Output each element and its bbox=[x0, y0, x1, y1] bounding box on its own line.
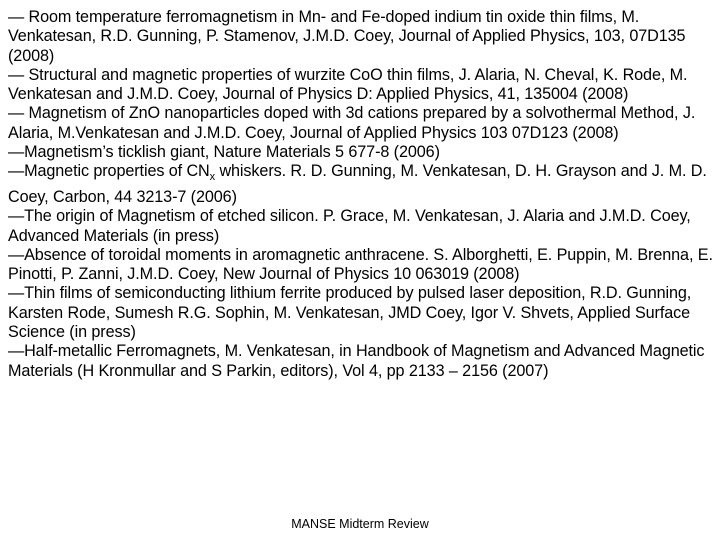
reference-item: — Magnetism of ZnO nanoparticles doped with 3d cations prepared by a solvothermal Method, J. Alaria, M.Venkatesan and J.M.D. Coey, Journal of Applied Physics 103 07D123 (2008) bbox=[8, 104, 696, 142]
reference-item: — Structural and magnetic properties of wurzite CoO thin films, J. Alaria, N. Cheval, K. Rode, M. Venkatesan and J.M.D. Coey, Journal of Physics D: Applied Physics, 41, 135004 (2008) bbox=[8, 65, 688, 104]
reference-item: —Half-metallic Ferromagnets, M. Venkatesan, in Handbook of Magnetism and Advanced Magnetic Materials (H Kronmullar and S Parkin, editors), Vol 4, pp 2133 – 2156 (2007) bbox=[8, 342, 705, 380]
reference-item: —Thin films of semiconducting lithium ferrite produced by pulsed laser deposition, R.D. Gunning, Karsten Rode, Sumesh R.G. Sophin, M. Venkatesan, JMD Coey, Igor V. Shvets, Applied Surface Science (in press) bbox=[8, 284, 692, 341]
reference-item: —Magnetism’s ticklish giant, Nature Materials 5 677-8 (2006) bbox=[8, 143, 440, 162]
reference-item: —The origin of Magnetism of etched silicon. P. Grace, M. Venkatesan, J. Alaria and J.M.D. Coey, Advanced Materials (in press) bbox=[8, 207, 691, 245]
reference-text: whiskers. R. D. Gunning, M. Venkatesan, D. H. Grayson and J. M. D. Coey, Carbon, 44 3213-7 (2006) bbox=[8, 162, 707, 206]
subscript-x: x bbox=[209, 171, 216, 184]
reference-list bbox=[8, 8, 714, 381]
reference-item: — Room temperature ferromagnetism in Mn- and Fe-doped indium tin oxide thin films, M. Venkatesan, R.D. Gunning, P. Stamenov, J.M.D. Coey, Journal of Applied Physics, 103, 07D135 (2008) bbox=[8, 8, 686, 65]
slide-footer: MANSE Midterm Review bbox=[291, 517, 429, 531]
reference-item: —Absence of toroidal moments in aromagnetic anthracene. S. Alborghetti, E. Puppin, M. Brenna, E. Pinotti, P. Zanni, J.M.D. Coey, New Journal of Physics 10 063019 (2008) bbox=[8, 245, 713, 284]
reference-text: —Magnetic properties of CN bbox=[8, 162, 210, 181]
reference-item bbox=[8, 162, 714, 207]
